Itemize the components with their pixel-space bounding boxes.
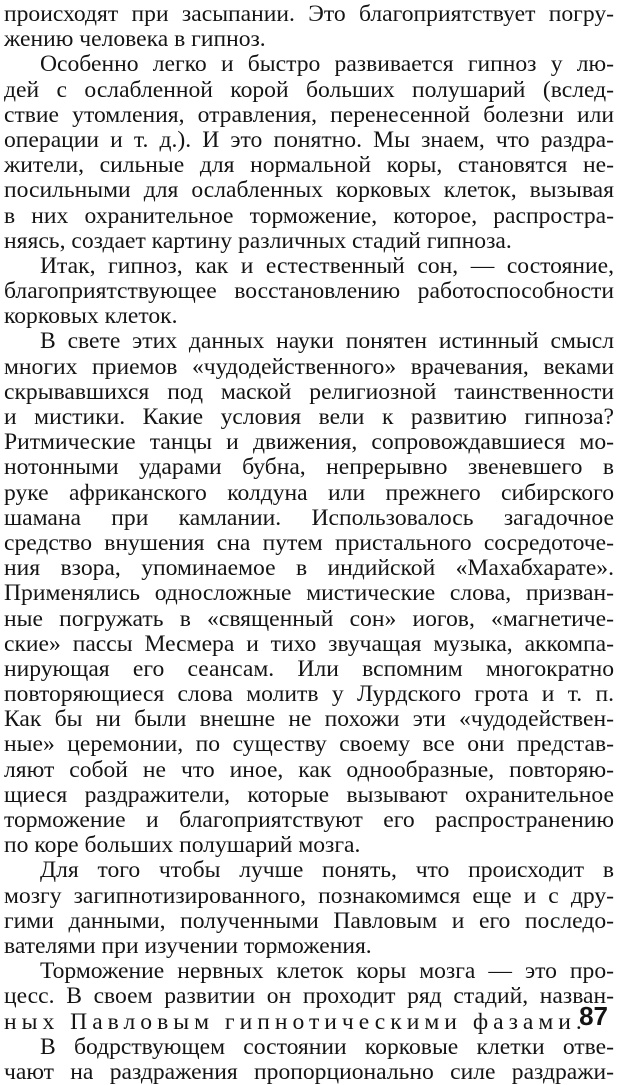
text-line: Применялись односложные мистические слова, призван- [4,580,614,607]
text-line: нотонными ударами бубна, непрерывно звеневшего в [4,454,614,481]
text-line: Ритмические танцы и движения, сопровождавшиеся мо- [4,429,614,456]
text-line: шамана при камлании. Использовалось загадочное [4,504,614,531]
text-line: щиеся раздражители, которые вызывают охранительное [4,781,614,808]
text-line: няясь, создает картину различных стадий гипноза. [4,227,512,254]
text-line: ляют собой не что иное, как однообразные, повторяю- [4,756,614,783]
text-line: корковых клеток. [4,303,178,330]
text-line: Для того чтобы лучше понять, что происходит в [40,857,614,884]
text-line: Торможение нервных клеток коры мозга — это про- [40,958,614,985]
text-line: ных Павловым гипнотическими фазами. [4,1008,587,1035]
text-line: мозгу загипнотизированного, познакомимся еще и с дру- [4,882,614,909]
text-line: В бодрствующем состоянии корковые клетки отве- [40,1033,614,1060]
page-body-text [4,2,614,1085]
text-line: Особенно легко и быстро развивается гипноз у лю- [40,51,614,78]
text-line: нирующая его сеансам. Или вспомним многократно [4,655,614,682]
text-line: скрывавшихся под маской религиозной таинственности [4,378,614,405]
text-line: ные погружать в «священный сон» иогов, «магнетиче- [4,605,614,632]
text-line: средство внушения сна путем пристального сосредоточе- [4,529,614,556]
text-line: гими данными, полученными Павловым и его последо- [4,907,614,934]
text-line: Как бы ни были внешне не похожи эти «чудодействен- [4,706,614,733]
text-line: руке африканского колдуна или прежнего сибирского [4,479,614,506]
text-line: в них охранительное торможение, которое, распростра- [4,202,614,229]
text-line: и мистики. Какие условия вели к развитию гипноза? [4,404,614,430]
page-number: 87 [579,1001,608,1031]
text-line: дей с ослабленной корой больших полушарий (вслед- [4,76,614,103]
text-line: происходят при засыпании. Это благоприятствует погру- [4,1,614,27]
text-line: благоприятствующее восстановлению работоспособности [4,278,614,305]
text-line: повторяющиеся слова молитв у Лурдского грота и т. п. [4,681,614,708]
text-line: В свете этих данных науки понятен истинный смысл [40,328,614,355]
text-line: операции и т. д.). И это понятно. Мы знаем, что раздра- [4,126,614,153]
text-line: вателями при изучении торможения. [4,932,372,959]
text-line: ния взора, упоминаемое в индийской «Махабхарате». [4,555,614,582]
text-line: ские» пассы Месмера и тихо звучащая музыка, аккомпа- [4,630,614,657]
text-line: посильными для ослабленных корковых клеток, вызывая [4,177,614,204]
text-line: жению человека в гипноз. [4,26,266,53]
text-line: чают на раздражения пропорционально силе раздражи- [4,1058,614,1085]
text-line: жители, сильные для нормальной коры, становятся не- [4,152,614,179]
text-line: многих приемов «чудодейственного» врачевания, веками [4,353,614,380]
text-line: ные» церемонии, по существу своему все они представ- [4,731,614,758]
text-line: цесс. В своем развитии он проходит ряд стадий, назван- [4,983,614,1010]
text-line: Итак, гипноз, как и естественный сон, — состояние, [40,252,614,279]
text-line: торможение и благоприятствуют его распространению [4,807,614,833]
text-line: по коре больших полушарий мозга. [4,832,361,859]
text-line: ствие утомления, отравления, перенесенной болезни или [4,101,614,128]
